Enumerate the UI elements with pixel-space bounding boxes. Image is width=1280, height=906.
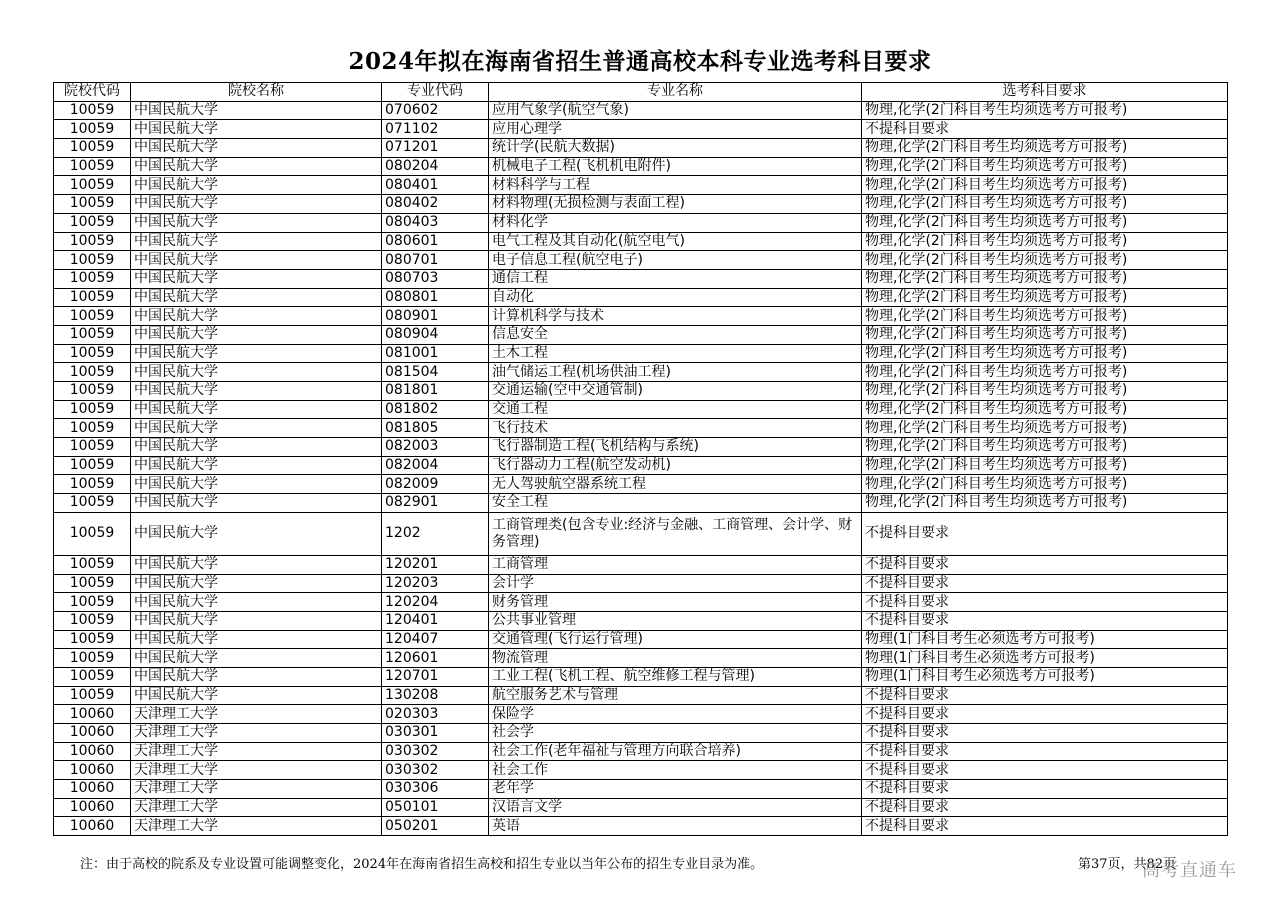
major-name-cell: 社会学	[489, 724, 862, 743]
major-code-cell: 081001	[382, 344, 489, 363]
subject-requirement-cell: 物理,化学(2门科目考生均须选考方可报考)	[862, 176, 1228, 195]
school-name-cell: 中国民航大学	[131, 232, 382, 251]
school-code-cell: 10059	[54, 157, 131, 176]
school-name-cell: 中国民航大学	[131, 686, 382, 705]
major-name-cell: 材料科学与工程	[489, 176, 862, 195]
school-name-cell: 中国民航大学	[131, 382, 382, 401]
table-row	[54, 344, 1228, 363]
major-code-cell: 080204	[382, 157, 489, 176]
school-name-cell: 中国民航大学	[131, 195, 382, 214]
table-row	[54, 382, 1228, 401]
school-name-cell: 中国民航大学	[131, 630, 382, 649]
school-name-cell: 中国民航大学	[131, 494, 382, 513]
school-code-cell: 10060	[54, 705, 131, 724]
school-name-cell: 天津理工大学	[131, 742, 382, 761]
table-row	[54, 288, 1228, 307]
school-code-cell: 10060	[54, 798, 131, 817]
school-code-cell: 10059	[54, 176, 131, 195]
major-name-cell: 飞行器动力工程(航空发动机)	[489, 456, 862, 475]
major-name-cell: 老年学	[489, 780, 862, 799]
major-code-cell: 082901	[382, 494, 489, 513]
major-name-cell: 物流管理	[489, 649, 862, 668]
school-name-cell: 天津理工大学	[131, 761, 382, 780]
table-row	[54, 798, 1228, 817]
header-school-code: 院校代码	[54, 83, 131, 102]
school-code-cell: 10059	[54, 400, 131, 419]
school-name-cell: 天津理工大学	[131, 798, 382, 817]
table-row	[54, 251, 1228, 270]
school-name-cell: 中国民航大学	[131, 101, 382, 120]
table-row	[54, 438, 1228, 457]
table-row	[54, 555, 1228, 574]
school-code-cell: 10059	[54, 555, 131, 574]
school-name-cell: 中国民航大学	[131, 611, 382, 630]
school-code-cell: 10059	[54, 494, 131, 513]
major-code-cell: 120701	[382, 667, 489, 686]
table-row	[54, 400, 1228, 419]
header-major-name: 专业名称	[489, 83, 862, 102]
major-code-cell: 080601	[382, 232, 489, 251]
major-code-cell: 070602	[382, 101, 489, 120]
table-row	[54, 761, 1228, 780]
major-name-cell: 应用心理学	[489, 120, 862, 139]
major-code-cell: 080801	[382, 288, 489, 307]
school-name-cell: 中国民航大学	[131, 307, 382, 326]
subject-requirement-cell: 不提科目要求	[862, 761, 1228, 780]
subject-requirement-cell: 不提科目要求	[862, 120, 1228, 139]
school-code-cell: 10059	[54, 611, 131, 630]
school-name-cell: 中国民航大学	[131, 667, 382, 686]
table-row	[54, 593, 1228, 612]
subject-requirement-cell: 物理(1门科目考生必须选考方可报考)	[862, 667, 1228, 686]
school-code-cell: 10059	[54, 363, 131, 382]
major-code-cell: 080401	[382, 176, 489, 195]
major-name-cell: 交通工程	[489, 400, 862, 419]
table-row	[54, 667, 1228, 686]
major-name-cell: 安全工程	[489, 494, 862, 513]
school-code-cell: 10059	[54, 630, 131, 649]
major-name-cell: 工业工程(飞机工程、航空维修工程与管理)	[489, 667, 862, 686]
school-code-cell: 10059	[54, 438, 131, 457]
subject-requirement-cell: 物理,化学(2门科目考生均须选考方可报考)	[862, 400, 1228, 419]
major-code-cell: 081802	[382, 400, 489, 419]
major-name-cell: 信息安全	[489, 325, 862, 344]
school-name-cell: 中国民航大学	[131, 213, 382, 232]
subject-requirement-cell: 不提科目要求	[862, 611, 1228, 630]
school-name-cell: 中国民航大学	[131, 120, 382, 139]
subject-requirement-cell: 物理,化学(2门科目考生均须选考方可报考)	[862, 363, 1228, 382]
subject-requirement-cell: 物理,化学(2门科目考生均须选考方可报考)	[862, 382, 1228, 401]
major-name-cell: 统计学(民航大数据)	[489, 139, 862, 158]
table-row	[54, 120, 1228, 139]
major-code-cell: 120601	[382, 649, 489, 668]
subject-requirement-cell: 物理,化学(2门科目考生均须选考方可报考)	[862, 325, 1228, 344]
header-school-name: 院校名称	[131, 83, 382, 102]
table-row	[54, 419, 1228, 438]
school-code-cell: 10059	[54, 195, 131, 214]
major-name-cell: 交通管理(飞行运行管理)	[489, 630, 862, 649]
school-name-cell: 中国民航大学	[131, 649, 382, 668]
school-code-cell: 10059	[54, 251, 131, 270]
table-row	[54, 195, 1228, 214]
major-code-cell: 130208	[382, 686, 489, 705]
school-name-cell: 中国民航大学	[131, 363, 382, 382]
header-major-code: 专业代码	[382, 83, 489, 102]
major-name-cell: 社会工作	[489, 761, 862, 780]
subject-requirement-cell: 不提科目要求	[862, 593, 1228, 612]
major-name-cell: 电子信息工程(航空电子)	[489, 251, 862, 270]
major-code-cell: 1202	[382, 512, 489, 555]
subject-requirement-cell: 物理,化学(2门科目考生均须选考方可报考)	[862, 344, 1228, 363]
major-name-cell: 公共事业管理	[489, 611, 862, 630]
school-name-cell: 中国民航大学	[131, 251, 382, 270]
school-name-cell: 中国民航大学	[131, 419, 382, 438]
major-code-cell: 071102	[382, 120, 489, 139]
school-code-cell: 10059	[54, 456, 131, 475]
subject-requirement-cell: 物理,化学(2门科目考生均须选考方可报考)	[862, 195, 1228, 214]
major-code-cell: 120203	[382, 574, 489, 593]
subject-requirement-cell: 不提科目要求	[862, 742, 1228, 761]
school-code-cell: 10059	[54, 307, 131, 326]
table-row	[54, 742, 1228, 761]
major-code-cell: 030306	[382, 780, 489, 799]
school-code-cell: 10059	[54, 686, 131, 705]
major-code-cell: 030302	[382, 742, 489, 761]
table-row	[54, 475, 1228, 494]
subject-requirement-cell: 不提科目要求	[862, 780, 1228, 799]
major-code-cell: 071201	[382, 139, 489, 158]
major-name-cell: 应用气象学(航空气象)	[489, 101, 862, 120]
major-code-cell: 120407	[382, 630, 489, 649]
school-name-cell: 中国民航大学	[131, 456, 382, 475]
school-name-cell: 中国民航大学	[131, 555, 382, 574]
table-row	[54, 157, 1228, 176]
subject-requirement-cell: 物理,化学(2门科目考生均须选考方可报考)	[862, 213, 1228, 232]
major-code-cell: 082004	[382, 456, 489, 475]
subject-requirement-cell: 不提科目要求	[862, 574, 1228, 593]
table-row	[54, 232, 1228, 251]
major-name-cell: 飞行器制造工程(飞机结构与系统)	[489, 438, 862, 457]
school-code-cell: 10059	[54, 593, 131, 612]
major-code-cell: 120201	[382, 555, 489, 574]
school-code-cell: 10060	[54, 742, 131, 761]
major-name-cell: 油气储运工程(机场供油工程)	[489, 363, 862, 382]
subject-requirement-cell: 不提科目要求	[862, 798, 1228, 817]
major-name-cell: 材料物理(无损检测与表面工程)	[489, 195, 862, 214]
major-name-cell: 工商管理类(包含专业:经济与金融、工商管理、会计学、财务管理)	[489, 512, 862, 555]
table-row	[54, 363, 1228, 382]
major-name-cell: 航空服务艺术与管理	[489, 686, 862, 705]
major-name-cell: 交通运输(空中交通管制)	[489, 382, 862, 401]
major-name-cell: 机械电子工程(飞机机电附件)	[489, 157, 862, 176]
subject-requirement-cell: 不提科目要求	[862, 817, 1228, 836]
table-row	[54, 269, 1228, 288]
table-row	[54, 705, 1228, 724]
major-code-cell: 082003	[382, 438, 489, 457]
major-name-cell: 材料化学	[489, 213, 862, 232]
major-code-cell: 020303	[382, 705, 489, 724]
major-code-cell: 081801	[382, 382, 489, 401]
table-row	[54, 213, 1228, 232]
school-code-cell: 10059	[54, 419, 131, 438]
school-code-cell: 10059	[54, 344, 131, 363]
table-row	[54, 139, 1228, 158]
table-row	[54, 649, 1228, 668]
major-name-cell: 自动化	[489, 288, 862, 307]
school-code-cell: 10060	[54, 761, 131, 780]
school-code-cell: 10060	[54, 817, 131, 836]
school-code-cell: 10059	[54, 120, 131, 139]
major-code-cell: 080701	[382, 251, 489, 270]
subject-requirement-cell: 物理,化学(2门科目考生均须选考方可报考)	[862, 438, 1228, 457]
major-name-cell: 电气工程及其自动化(航空电气)	[489, 232, 862, 251]
major-code-cell: 080901	[382, 307, 489, 326]
subject-requirement-cell: 物理(1门科目考生必须选考方可报考)	[862, 649, 1228, 668]
school-name-cell: 中国民航大学	[131, 593, 382, 612]
school-code-cell: 10059	[54, 232, 131, 251]
major-code-cell: 030301	[382, 724, 489, 743]
table-row	[54, 456, 1228, 475]
table-row	[54, 325, 1228, 344]
school-name-cell: 中国民航大学	[131, 344, 382, 363]
major-code-cell: 080904	[382, 325, 489, 344]
school-code-cell: 10060	[54, 780, 131, 799]
table-row	[54, 630, 1228, 649]
school-name-cell: 中国民航大学	[131, 574, 382, 593]
subject-requirement-cell: 物理,化学(2门科目考生均须选考方可报考)	[862, 251, 1228, 270]
requirements-table	[53, 82, 1228, 836]
subject-requirement-cell: 物理,化学(2门科目考生均须选考方可报考)	[862, 307, 1228, 326]
subject-requirement-cell: 不提科目要求	[862, 686, 1228, 705]
subject-requirement-cell: 物理,化学(2门科目考生均须选考方可报考)	[862, 419, 1228, 438]
major-name-cell: 财务管理	[489, 593, 862, 612]
school-code-cell: 10059	[54, 288, 131, 307]
table-row	[54, 724, 1228, 743]
school-code-cell: 10059	[54, 325, 131, 344]
major-name-cell: 英语	[489, 817, 862, 836]
school-name-cell: 中国民航大学	[131, 288, 382, 307]
major-name-cell: 无人驾驶航空器系统工程	[489, 475, 862, 494]
subject-requirement-cell: 物理,化学(2门科目考生均须选考方可报考)	[862, 494, 1228, 513]
school-code-cell: 10059	[54, 512, 131, 555]
subject-requirement-cell: 物理,化学(2门科目考生均须选考方可报考)	[862, 456, 1228, 475]
page-title: 2024年拟在海南省招生普通高校本科专业选考科目要求	[348, 48, 932, 75]
school-name-cell: 中国民航大学	[131, 157, 382, 176]
subject-requirement-cell: 物理,化学(2门科目考生均须选考方可报考)	[862, 139, 1228, 158]
table-row	[54, 512, 1228, 555]
school-name-cell: 中国民航大学	[131, 139, 382, 158]
school-name-cell: 天津理工大学	[131, 780, 382, 799]
subject-requirement-cell: 物理,化学(2门科目考生均须选考方可报考)	[862, 101, 1228, 120]
table-row	[54, 574, 1228, 593]
watermark: 高考直通车	[1142, 860, 1237, 881]
major-name-cell: 计算机科学与技术	[489, 307, 862, 326]
major-code-cell: 030302	[382, 761, 489, 780]
major-code-cell: 080403	[382, 213, 489, 232]
table-row	[54, 780, 1228, 799]
school-code-cell: 10059	[54, 574, 131, 593]
footer-note: 注：由于高校的院系及专业设置可能调整变化，2024年在海南省招生高校和招生专业以当年公布的招生专业目录为准。	[80, 857, 764, 872]
school-code-cell: 10059	[54, 649, 131, 668]
major-code-cell: 081504	[382, 363, 489, 382]
major-name-cell: 保险学	[489, 705, 862, 724]
subject-requirement-cell: 物理(1门科目考生必须选考方可报考)	[862, 630, 1228, 649]
major-name-cell: 社会工作(老年福祉与管理方向联合培养)	[489, 742, 862, 761]
school-name-cell: 中国民航大学	[131, 176, 382, 195]
table-row	[54, 176, 1228, 195]
major-name-cell: 汉语言文学	[489, 798, 862, 817]
subject-requirement-cell: 物理,化学(2门科目考生均须选考方可报考)	[862, 475, 1228, 494]
subject-requirement-cell: 不提科目要求	[862, 705, 1228, 724]
header-subject-requirement: 选考科目要求	[862, 83, 1228, 102]
major-name-cell: 通信工程	[489, 269, 862, 288]
school-name-cell: 天津理工大学	[131, 724, 382, 743]
table-body	[54, 101, 1228, 835]
subject-requirement-cell: 不提科目要求	[862, 555, 1228, 574]
school-name-cell: 中国民航大学	[131, 269, 382, 288]
major-code-cell: 120401	[382, 611, 489, 630]
school-name-cell: 中国民航大学	[131, 325, 382, 344]
school-name-cell: 天津理工大学	[131, 817, 382, 836]
school-code-cell: 10060	[54, 724, 131, 743]
school-code-cell: 10059	[54, 475, 131, 494]
school-name-cell: 中国民航大学	[131, 512, 382, 555]
subject-requirement-cell: 物理,化学(2门科目考生均须选考方可报考)	[862, 232, 1228, 251]
school-name-cell: 中国民航大学	[131, 400, 382, 419]
subject-requirement-cell: 物理,化学(2门科目考生均须选考方可报考)	[862, 288, 1228, 307]
school-code-cell: 10059	[54, 213, 131, 232]
school-code-cell: 10059	[54, 382, 131, 401]
major-name-cell: 飞行技术	[489, 419, 862, 438]
subject-requirement-cell: 物理,化学(2门科目考生均须选考方可报考)	[862, 269, 1228, 288]
subject-requirement-cell: 不提科目要求	[862, 512, 1228, 555]
subject-requirement-cell: 不提科目要求	[862, 724, 1228, 743]
major-name-cell: 会计学	[489, 574, 862, 593]
major-code-cell: 120204	[382, 593, 489, 612]
school-code-cell: 10059	[54, 269, 131, 288]
school-code-cell: 10059	[54, 101, 131, 120]
school-name-cell: 中国民航大学	[131, 438, 382, 457]
school-name-cell: 中国民航大学	[131, 475, 382, 494]
table-row	[54, 101, 1228, 120]
major-name-cell: 土木工程	[489, 344, 862, 363]
school-code-cell: 10059	[54, 139, 131, 158]
page-number: 第37页，共82页	[1078, 857, 1177, 872]
major-code-cell: 050201	[382, 817, 489, 836]
major-code-cell: 082009	[382, 475, 489, 494]
subject-requirement-cell: 物理,化学(2门科目考生均须选考方可报考)	[862, 157, 1228, 176]
major-code-cell: 080703	[382, 269, 489, 288]
major-name-cell: 工商管理	[489, 555, 862, 574]
table-header-row	[54, 83, 1228, 102]
major-code-cell: 081805	[382, 419, 489, 438]
school-code-cell: 10059	[54, 667, 131, 686]
school-name-cell: 天津理工大学	[131, 705, 382, 724]
major-code-cell: 050101	[382, 798, 489, 817]
table-row	[54, 686, 1228, 705]
table-row	[54, 494, 1228, 513]
table-row	[54, 307, 1228, 326]
table-row	[54, 611, 1228, 630]
major-code-cell: 080402	[382, 195, 489, 214]
table-row	[54, 817, 1228, 836]
